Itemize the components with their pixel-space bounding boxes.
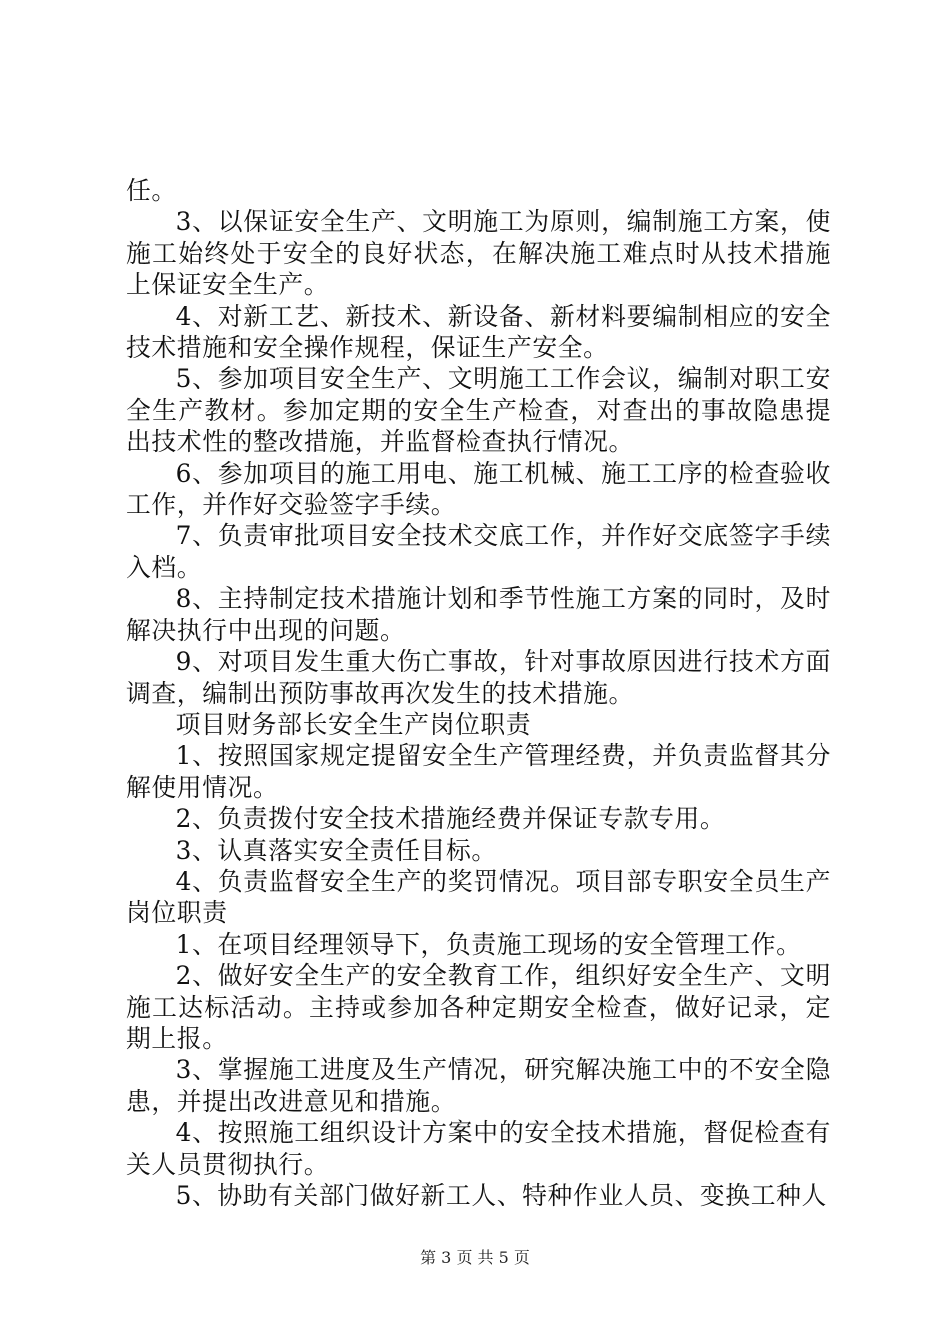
paragraph-16: 4、按照施工组织设计方案中的安全技术措施，督促检查有关人员贯彻执行。 bbox=[126, 1118, 831, 1179]
paragraph-13: 1、在项目经理领导下，负责施工现场的安全管理工作。 bbox=[175, 929, 802, 959]
paragraph-1: 3、以保证安全生产、文明施工为原则，编制施工方案，使施工始终处于安全的良好状态，在解决施工难点时从技术措施上保证安全生产。 bbox=[126, 207, 831, 300]
paragraph-6: 8、主持制定技术措施计划和季节性施工方案的同时，及时解决执行中出现的问题。 bbox=[126, 584, 831, 645]
paragraph-7: 9、对项目发生重大伤亡事故，针对事故原因进行技术方面调查，编制出预防事故再次发生的技术措施。 bbox=[126, 647, 831, 708]
paragraph-10: 2、负责拨付安全技术措施经费并保证专款专用。 bbox=[175, 804, 726, 834]
paragraph-2: 4、对新工艺、新技术、新设备、新材料要编制相应的安全技术措施和安全操作规程，保证生产安全。 bbox=[126, 301, 831, 363]
paragraph-11: 3、认真落实安全责任目标。 bbox=[175, 835, 497, 865]
paragraph-15: 3、掌握施工进度及生产情况，研究解决施工中的不安全隐患，并提出改进意见和措施。 bbox=[126, 1055, 831, 1116]
page-footer bbox=[0, 1245, 950, 1268]
page-number-label: 第 3 页 共 5 页 bbox=[420, 1248, 530, 1267]
document-body bbox=[126, 175, 831, 1211]
paragraph-17: 5、协助有关部门做好新工人、特种作业人员、变换工种人 bbox=[175, 1181, 827, 1210]
section-heading-finance: 项目财务部长安全生产岗位职责 bbox=[175, 709, 532, 739]
paragraph-14: 2、做好安全生产的安全教育工作，组织好安全生产、文明施工达标活动。主持或参加各种定期安全检查，做好记录，定期上报。 bbox=[126, 961, 831, 1053]
paragraph-12: 4、负责监督安全生产的奖罚情况。项目部专职安全员生产岗位职责 bbox=[126, 866, 831, 928]
paragraph-4: 6、参加项目的施工用电、施工机械、施工工序的检查验收工作，并作好交验签字手续。 bbox=[126, 458, 831, 520]
paragraph-3: 5、参加项目安全生产、文明施工工作会议，编制对职工安全生产教材。参加定期的安全生产检查，对查出的事故隐患提出技术性的整改措施，并监督检查执行情况。 bbox=[126, 364, 831, 457]
paragraph-0: 任。 bbox=[126, 176, 177, 205]
paragraph-9: 1、按照国家规定提留安全生产管理经费，并负责监督其分解使用情况。 bbox=[126, 741, 831, 802]
paragraph-5: 7、负责审批项目安全技术交底工作，并作好交底签字手续入档。 bbox=[126, 521, 831, 582]
